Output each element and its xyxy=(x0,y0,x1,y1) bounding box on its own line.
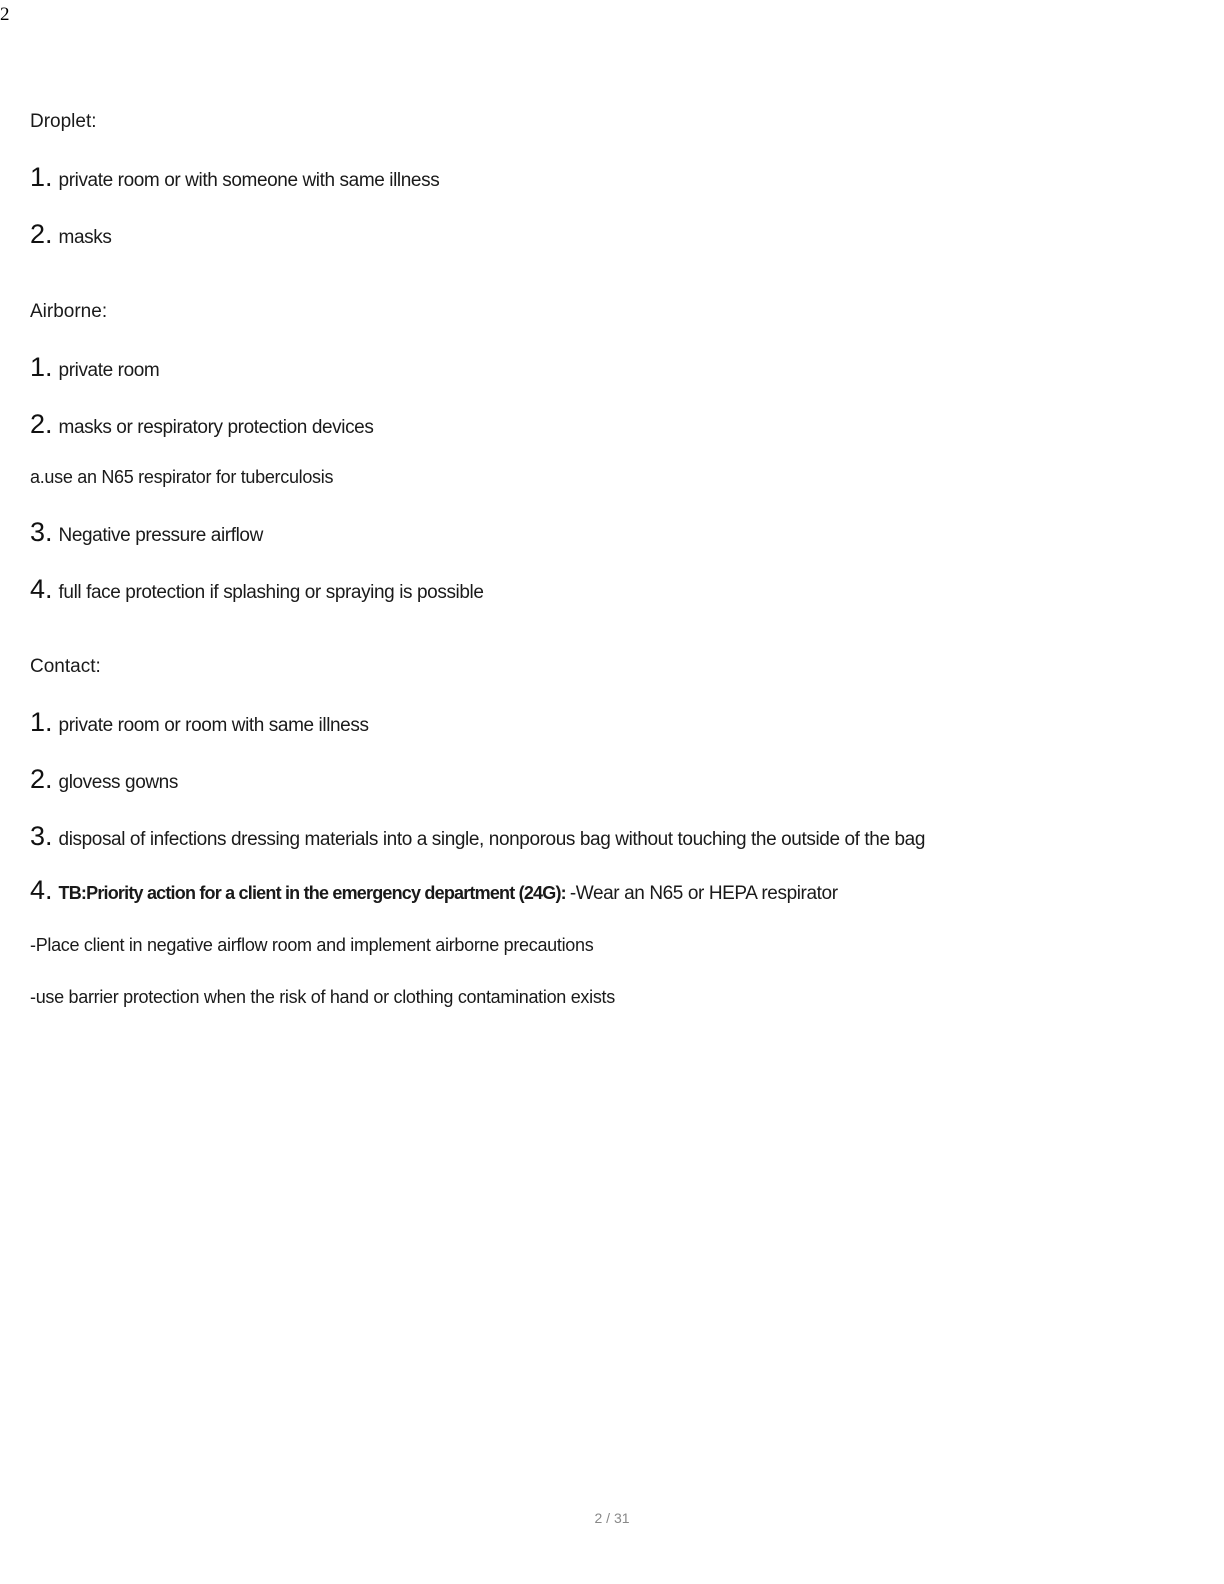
contact-heading: Contact: xyxy=(30,656,101,677)
list-text: private room xyxy=(58,360,160,381)
list-number: 1. xyxy=(30,707,53,737)
list-text: private room or room with same illness xyxy=(58,715,369,736)
list-number: 1. xyxy=(30,162,53,192)
list-number: 4. xyxy=(30,875,53,905)
list-number: 3. xyxy=(30,821,53,851)
droplet-heading: Droplet: xyxy=(30,111,97,132)
airborne-heading: Airborne: xyxy=(30,301,108,322)
page-marker: 2 xyxy=(0,4,10,25)
list-number: 3. xyxy=(30,517,53,547)
list-text: full face protection if splashing or spraying is possible xyxy=(58,582,484,603)
list-item xyxy=(30,821,925,852)
list-text: masks xyxy=(58,227,112,248)
list-text: private room or with someone with same illness xyxy=(58,170,440,191)
sub-note: a.use an N65 respirator for tuberculosis xyxy=(30,467,334,487)
list-text: disposal of infections dressing materials into a single, nonporous bag without touching the outside of the bag xyxy=(58,829,926,850)
contact-line: -Place client in negative airflow room and implement airborne precautions xyxy=(30,935,594,955)
list-item xyxy=(30,352,159,383)
list-number: 2. xyxy=(30,409,53,439)
list-number: 2. xyxy=(30,764,53,794)
list-item xyxy=(30,875,838,906)
list-text: masks or respiratory protection devices xyxy=(58,417,374,438)
list-number: 2. xyxy=(30,219,53,249)
list-item xyxy=(30,162,439,193)
list-item xyxy=(30,707,369,738)
tb-priority-label: TB:Priority action for a client in the emergency department (24G): xyxy=(58,883,566,903)
list-text: Negative pressure airflow xyxy=(58,525,263,546)
list-item xyxy=(30,219,111,250)
list-number: 4. xyxy=(30,574,53,604)
list-number: 1. xyxy=(30,352,53,382)
list-text: -Wear an N65 or HEPA respirator xyxy=(569,883,838,904)
list-item xyxy=(30,409,373,440)
page-indicator: 2 / 31 xyxy=(594,1510,630,1526)
list-text: glovess gowns xyxy=(58,772,178,793)
list-item xyxy=(30,764,178,795)
contact-line: -use barrier protection when the risk of hand or clothing contamination exists xyxy=(30,987,615,1007)
list-item xyxy=(30,517,263,548)
list-item xyxy=(30,574,484,605)
